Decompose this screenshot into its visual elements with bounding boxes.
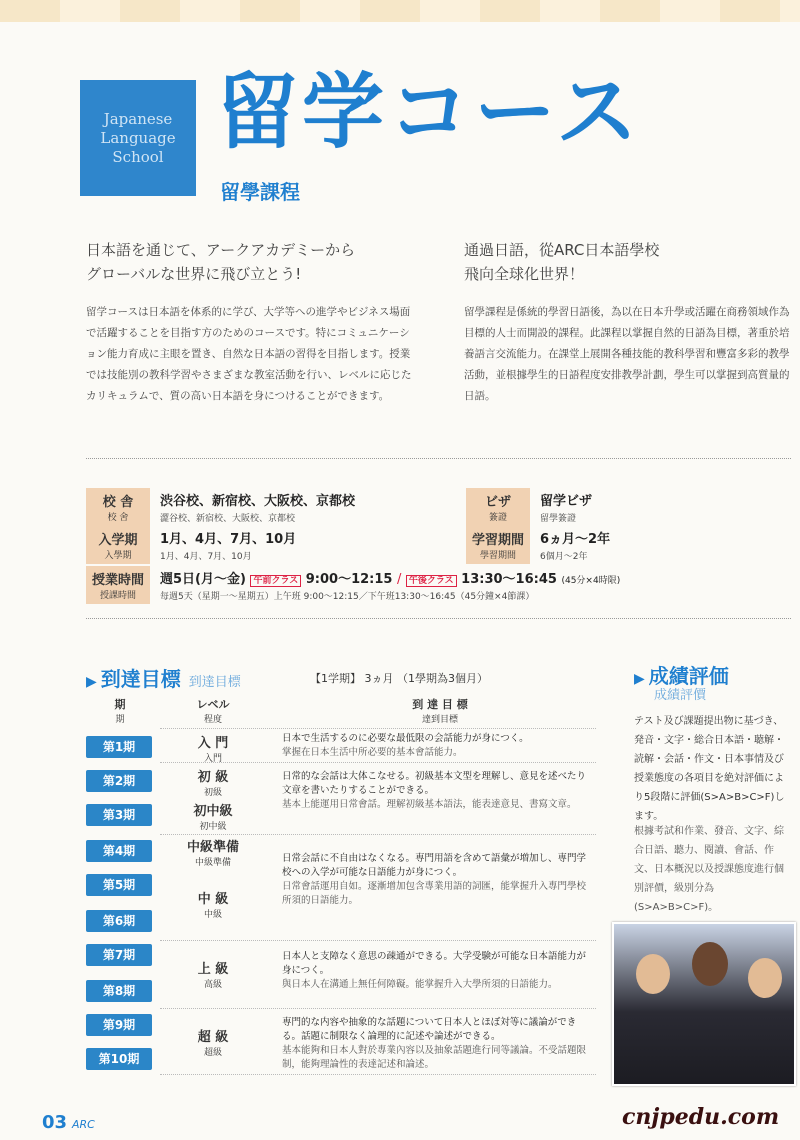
visa-label: ビザ 簽證 bbox=[466, 488, 530, 526]
intro-japanese bbox=[86, 238, 416, 407]
hours-days: 週5日(月～金) bbox=[160, 572, 246, 587]
level-superior: 超 級 超級 bbox=[197, 1030, 229, 1058]
visa-value: 留学ビザ 留學簽證 bbox=[540, 494, 593, 524]
intro-jp-lead-line2: グローバルな世界に飛び立とう! bbox=[86, 265, 302, 283]
row-divider bbox=[160, 1074, 596, 1075]
term-2: 第2期 bbox=[86, 770, 152, 792]
level-intro: 入 門 入門 bbox=[197, 736, 229, 764]
head-level: レベル 程度 bbox=[196, 698, 230, 725]
hours-value bbox=[160, 568, 790, 602]
term-1: 第1期 bbox=[86, 736, 152, 758]
students-photo bbox=[612, 922, 796, 1086]
period-label: 学習期間 學習期間 bbox=[466, 526, 530, 564]
term-10: 第10期 bbox=[86, 1048, 152, 1070]
hours-separator: / bbox=[396, 572, 402, 587]
pm-class-tag: 午後クラス bbox=[406, 575, 457, 587]
intro-jp-body: 留学コースは日本語を体系的に学び、大学等への進学やビジネス場面で活躍することを目指す方のためのコースです。特にコミュニケーション能力育成に主眼を置き、自然な日本語の習得を目指します。授業では技能別の教科学習やさまざまな教室活動を行い、レベルに応じたカリキュラムで、質の高い日本語を身につけることができます。 bbox=[86, 306, 412, 402]
watermark: cnjpedu.com bbox=[622, 1104, 780, 1130]
term-6: 第6期 bbox=[86, 910, 152, 932]
evaluation-cn: 根據考試和作業、發音、文字、綜合日語、聽力、閱讀、會話、作文、日本概況以及授課態度進行個別評價，級別分為(S>A>B>C>F)。 bbox=[634, 826, 784, 913]
admission-label: 入学期 入學期 bbox=[86, 526, 150, 564]
divider bbox=[86, 458, 791, 459]
hours-note: (45分×4時限) bbox=[561, 576, 621, 586]
head-term: 期 期 bbox=[114, 698, 126, 725]
pm-time: 13:30～16:45 bbox=[461, 572, 557, 587]
level-beginner: 初 級 初級 bbox=[197, 770, 229, 798]
head-goal: 到 達 目 標 達到目標 bbox=[412, 698, 468, 725]
row-divider bbox=[160, 940, 596, 941]
level-pre-intermediate: 初中級 初中級 bbox=[193, 804, 233, 832]
page-number: 03 bbox=[42, 1112, 68, 1133]
campus-label: 校 舎 校 舍 bbox=[86, 488, 150, 526]
term-5: 第5期 bbox=[86, 874, 152, 896]
page-title: 留学コース bbox=[216, 65, 642, 160]
student-face bbox=[692, 942, 728, 986]
goal-text-4: 日本人と支障なく意思の疎通ができる。大学受験が可能な日本語能力が身につく。 與日本人在溝通上無任何障礙。能掌握升入大學所須的日語能力。 bbox=[282, 951, 587, 990]
intro-cn-body: 留學課程是係統的學習日語後，為以在日本升學或活躍在商務領域作為目標的人士而開設的課程。此課程以掌握自然的日語為目標，著重於培養語言交流能力。在課堂上展開各種技能的教科學習和豐富多彩的教學活動，並根據學生的日語程度安排教學計劃，學生可以掌握到高質量的日語。 bbox=[464, 306, 790, 402]
am-class-tag: 午前クラス bbox=[250, 575, 301, 587]
intro-cn-lead-line2: 飛向全球化世界！ bbox=[464, 265, 585, 283]
campus-value: 渋谷校、新宿校、大阪校、京都校 澀谷校、新宿校、大阪校、京都校 bbox=[160, 494, 356, 524]
goal-text-1: 日本で生活するのに必要な最低限の会話能力が身につく。 掌握在日本生活中所必要的基本會話能力。 bbox=[282, 733, 529, 758]
page-subtitle: 留學課程 bbox=[220, 180, 300, 204]
footer-brand: ARC bbox=[72, 1118, 95, 1131]
intro-cn-lead-line1: 通過日語，從ARC日本語學校 bbox=[464, 241, 660, 259]
period-value: 6ヵ月～2年 6個月～2年 bbox=[540, 532, 611, 562]
term-3: 第3期 bbox=[86, 804, 152, 826]
level-intermediate-prep: 中級準備 中級準備 bbox=[186, 840, 239, 868]
goals-title: ▶ 到達目標 到達目標 bbox=[86, 667, 241, 691]
goal-text-5: 専門的な内容や抽象的な話題について日本人とほぼ対等に議論ができる。話題に制限なく論理的に記述や論述ができる。 基本能夠和日本人對於專業內容以及抽象話題進行同等議論。不受話題限制，能夠理論性的表達記述和論述。 bbox=[282, 1017, 587, 1070]
logo-line2: Language bbox=[100, 128, 176, 147]
term-7: 第7期 bbox=[86, 944, 152, 966]
decorative-top-band bbox=[0, 0, 800, 22]
hours-sub: 每週5天（星期一～星期五）上午班 9:00～12:15／下午班13:30～16:45（45分鐘×4節課） bbox=[160, 592, 535, 602]
am-time: 9:00～12:15 bbox=[305, 572, 393, 587]
student-face bbox=[748, 958, 782, 998]
admission-value: 1月、4月、7月、10月 1月、4月、7月、10月 bbox=[160, 532, 297, 562]
intro-jp-lead bbox=[86, 238, 416, 286]
term-8: 第8期 bbox=[86, 980, 152, 1002]
row-divider bbox=[160, 762, 596, 763]
row-divider bbox=[160, 728, 596, 729]
intro-chinese bbox=[464, 238, 794, 407]
logo-line3: School bbox=[112, 147, 164, 166]
row-divider bbox=[160, 834, 596, 835]
goal-text-3: 日常会話に不自由はなくなる。専門用語を含めて語彙が増加し、専門学校への入学が可能な日語能力が身につく。 日常會話運用自如。逐漸增加包含專業用語的詞匯，能掌握升入專門學校所須的日語能力。 bbox=[282, 853, 587, 906]
semester-note: 【1学期】 3ヵ月 （1學期為3個月） bbox=[310, 672, 488, 685]
hours-label: 授業時間 授課時間 bbox=[86, 566, 150, 604]
term-9: 第9期 bbox=[86, 1014, 152, 1036]
divider bbox=[86, 618, 791, 619]
intro-jp-lead-line1: 日本語を通じて、アークアカデミーから bbox=[86, 241, 356, 259]
evaluation-subtitle: 成績評價 bbox=[654, 688, 707, 703]
logo-line1: Japanese bbox=[103, 109, 173, 128]
evaluation-title: ▶ 成績評価 bbox=[634, 664, 729, 688]
level-advanced: 上 級 高級 bbox=[197, 962, 229, 990]
school-logo bbox=[80, 80, 196, 196]
intro-cn-lead bbox=[464, 238, 794, 286]
evaluation-jp: テスト及び課題提出物に基づき、発音・文字・総合日本語・聴解・読解・会話・作文・日本事情及び授業態度の各項目を絶対評価により5段階に評価(S>A>B>C>F)します。 bbox=[634, 716, 785, 822]
student-face bbox=[636, 954, 670, 994]
level-intermediate: 中 級 中級 bbox=[197, 892, 229, 920]
term-4: 第4期 bbox=[86, 840, 152, 862]
goal-text-2: 日常的な会話は大体こなせる。初級基本文型を理解し、意見を述べたり文章を書いたりすることができる。 基本上能運用日常會話。理解初級基本語法，能表達意見、書寫文章。 bbox=[282, 771, 587, 810]
row-divider bbox=[160, 1008, 596, 1009]
